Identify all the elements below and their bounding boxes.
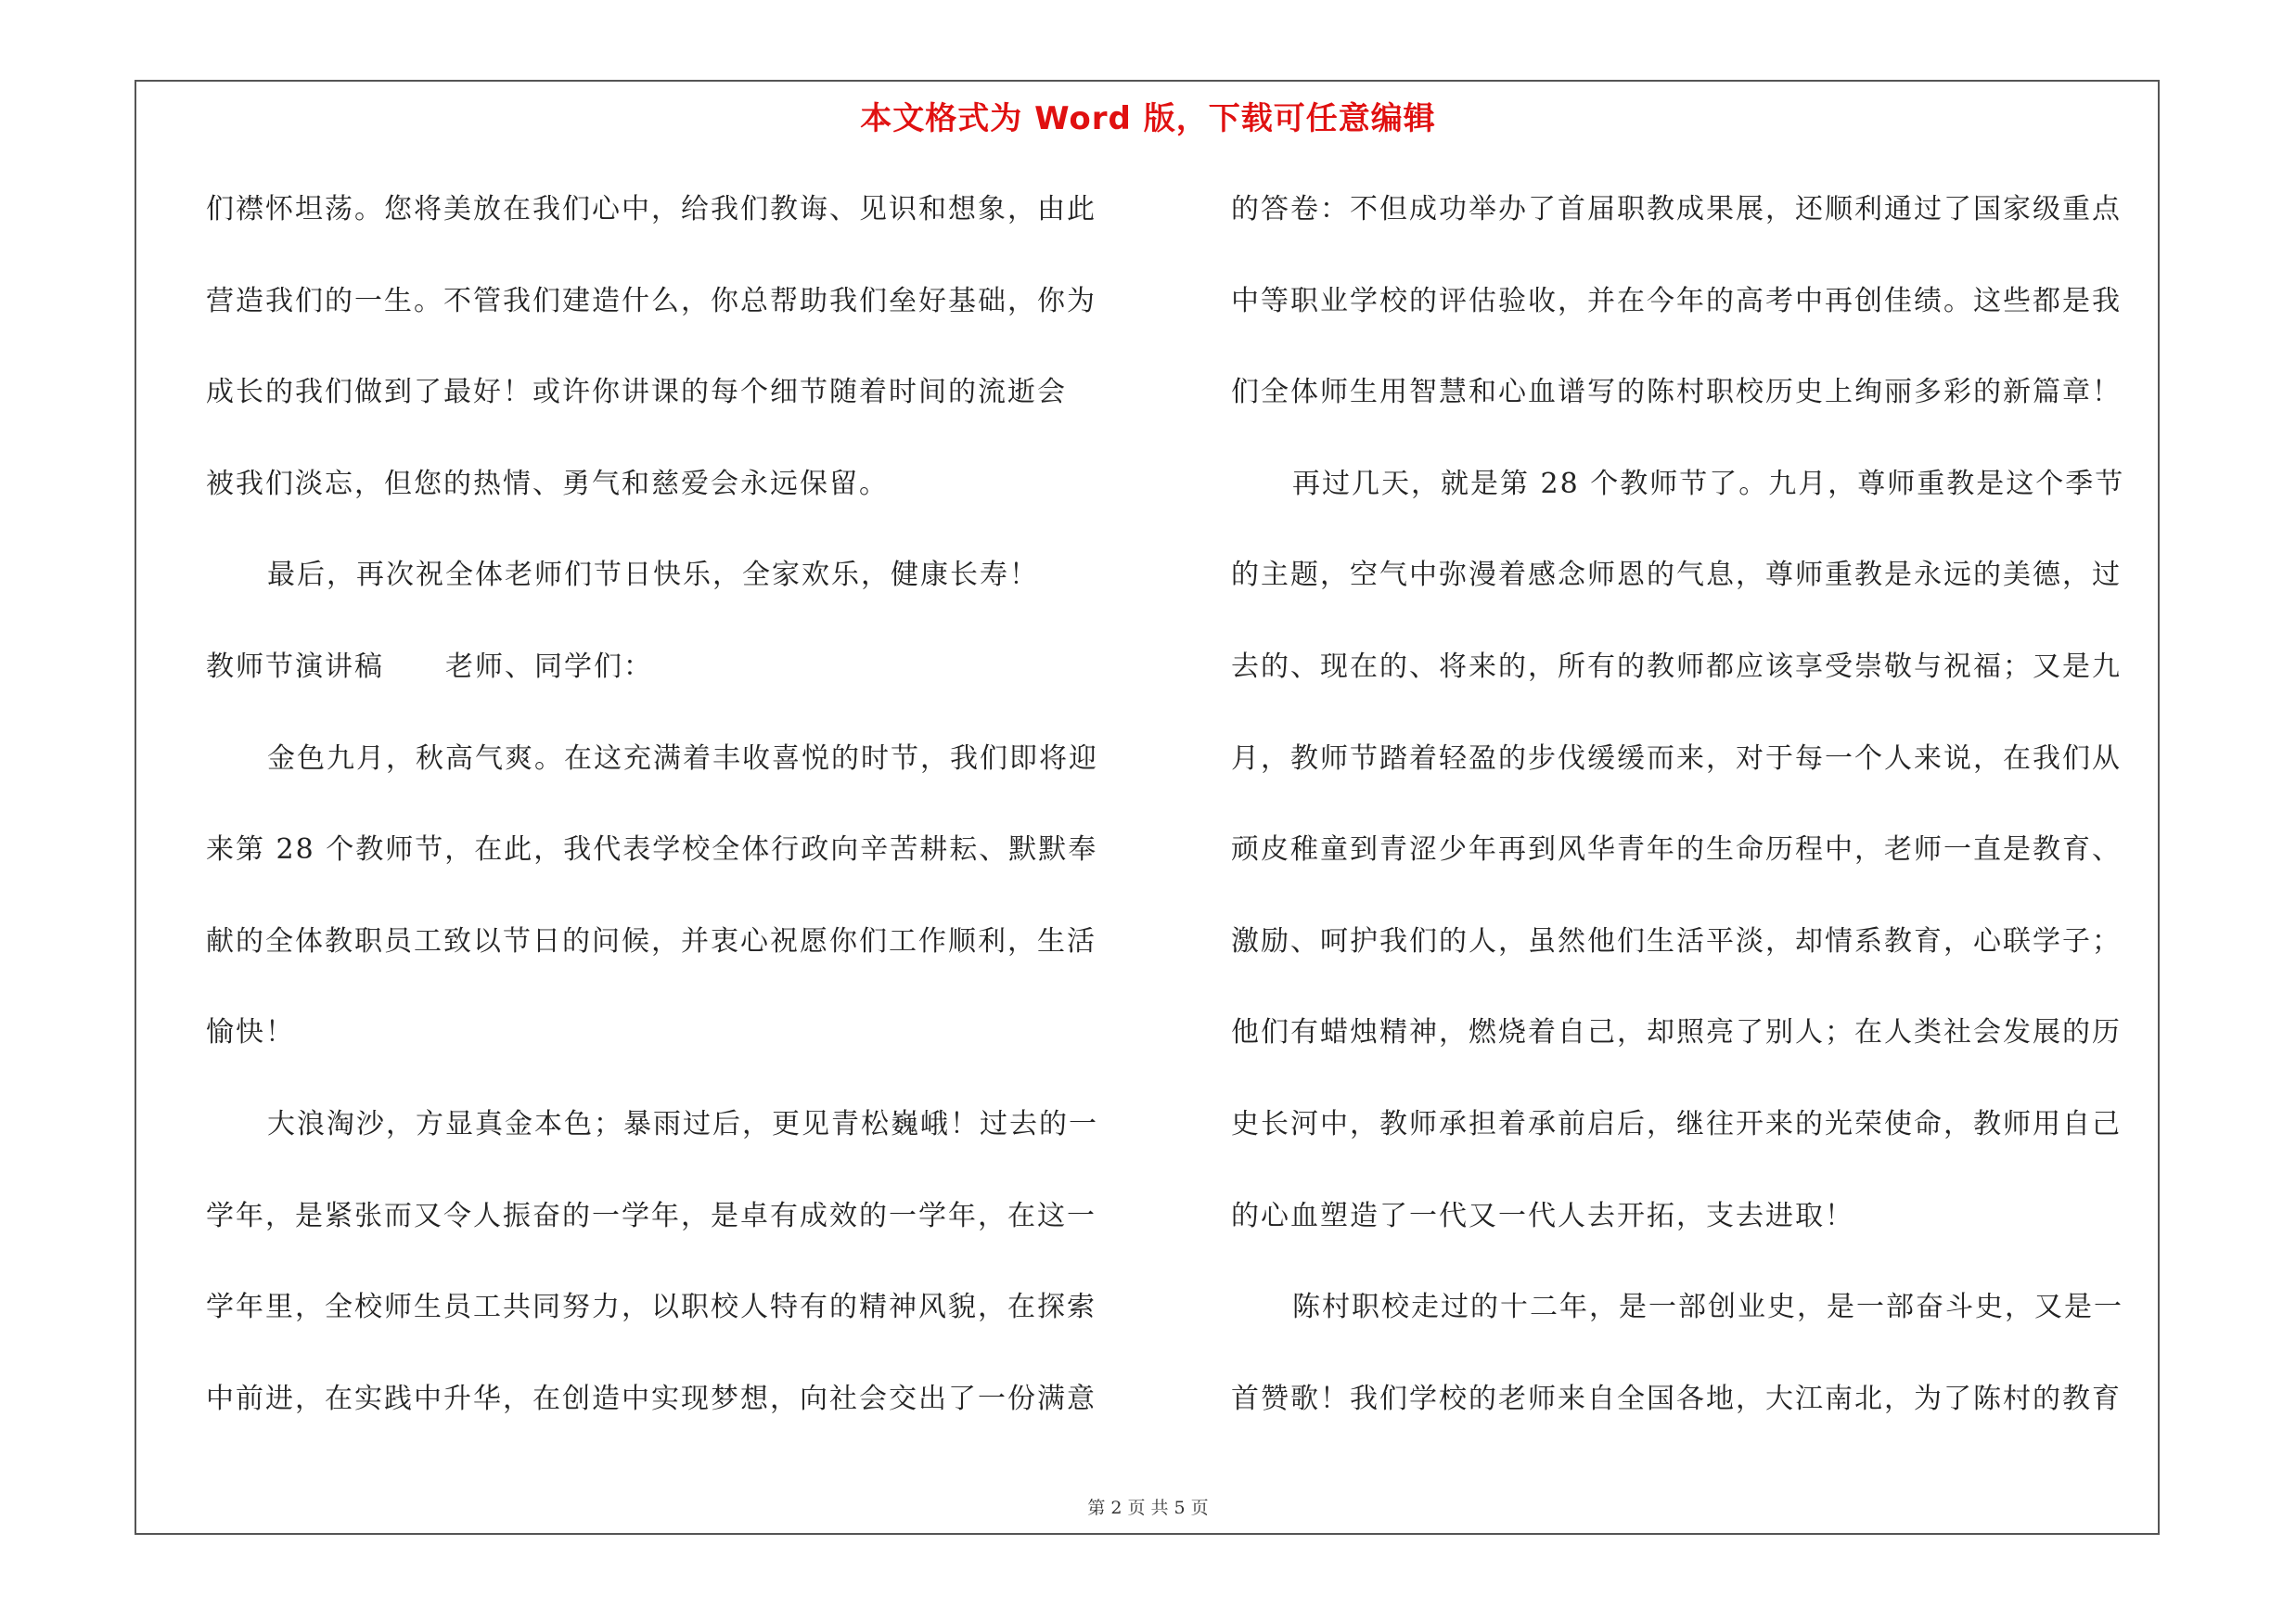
text-line: 献的全体教职员工致以节日的问候，并衷心祝愿你们工作顺利，生活 <box>206 924 1097 958</box>
text-line: 顽皮稚童到青涩少年再到风华青年的生命历程中，老师一直是教育、 <box>1231 833 2122 867</box>
page-number: 第 2 页 共 5 页 <box>1087 1498 1209 1518</box>
text-line: 营造我们的一生。不管我们建造什么，你总帮助我们垒好基础，你为 <box>206 284 1097 317</box>
text-line: 史长河中，教师承担着承前启后，继往开来的光荣使命，教师用自己 <box>1231 1107 2122 1140</box>
text-line: 学年，是紧张而又令人振奋的一学年，是卓有成效的一学年，在这一 <box>206 1199 1097 1232</box>
text-line: 激励、呵护我们的人，虽然他们生活平淡，却情系教育，心联学子； <box>1231 924 2122 958</box>
text-line: 金色九月，秋高气爽。在这充满着丰收喜悦的时节，我们即将迎 <box>267 741 1098 775</box>
text-line: 大浪淘沙，方显真金本色；暴雨过后，更见青松巍峨！过去的一 <box>267 1107 1098 1140</box>
text-line: 愉快！ <box>206 1016 295 1050</box>
speech-title: 教师节演讲稿 <box>206 650 384 683</box>
text-line: 们全体师生用智慧和心血谱写的陈村职校历史上绚丽多彩的新篇章！ <box>1231 376 2122 409</box>
text-line: 月，教师节踏着轻盈的步伐缓缓而来，对于每一个人来说，在我们从 <box>1231 741 2122 775</box>
text-line: 们襟怀坦荡。您将美放在我们心中，给我们教诲、见识和想象，由此 <box>206 193 1097 225</box>
text-line: 去的、现在的、将来的，所有的教师都应该享受崇敬与祝福；又是九 <box>1231 650 2122 683</box>
text-line: 被我们淡忘，但您的热情、勇气和慈爱会永远保留。 <box>206 467 889 500</box>
text-line: 的心血塑造了一代又一代人去开拓，支去进取！ <box>1231 1199 1854 1232</box>
text-line: 中前进，在实践中升华，在创造中实现梦想，向社会交出了一份满意 <box>206 1382 1097 1415</box>
text-line: 的答卷：不但成功举办了首届职教成果展，还顺利通过了国家级重点 <box>1231 193 2122 225</box>
left-column <box>206 182 1124 1462</box>
text-line: 成长的我们做到了最好！或许你讲课的每个细节随着时间的流逝会 <box>206 376 1067 409</box>
header-banner: 本文格式为 Word 版，下载可任意编辑 <box>860 100 1436 137</box>
text-line: 来第 28 个教师节，在此，我代表学校全体行政向辛苦耕耘、默默奉 <box>206 833 1098 867</box>
text-line: 学年里，全校师生员工共同努力，以职校人特有的精神风貌，在探索 <box>206 1291 1097 1324</box>
text-line: 再过几天，就是第 28 个教师节了。九月，尊师重教是这个季节 <box>1292 467 2125 500</box>
text-line: 的主题，空气中弥漫着感念师恩的气息，尊师重教是永远的美德，过 <box>1231 559 2122 592</box>
right-column <box>1231 182 2168 1462</box>
text-line: 陈村职校走过的十二年，是一部创业史，是一部奋斗史，又是一 <box>1292 1291 2123 1324</box>
text-line: 最后，再次祝全体老师们节日快乐，全家欢乐，健康长寿！ <box>267 559 1039 592</box>
speech-salutation: 老师、同学们： <box>445 650 653 683</box>
text-line: 首赞歌！我们学校的老师来自全国各地，大江南北，为了陈村的教育 <box>1231 1382 2122 1415</box>
text-line: 中等职业学校的评估验收，并在今年的高考中再创佳绩。这些都是我 <box>1231 284 2122 317</box>
text-line: 他们有蜡烛精神，燃烧着自己，却照亮了别人；在人类社会发展的历 <box>1231 1016 2122 1050</box>
speech-title-line <box>206 639 1124 731</box>
